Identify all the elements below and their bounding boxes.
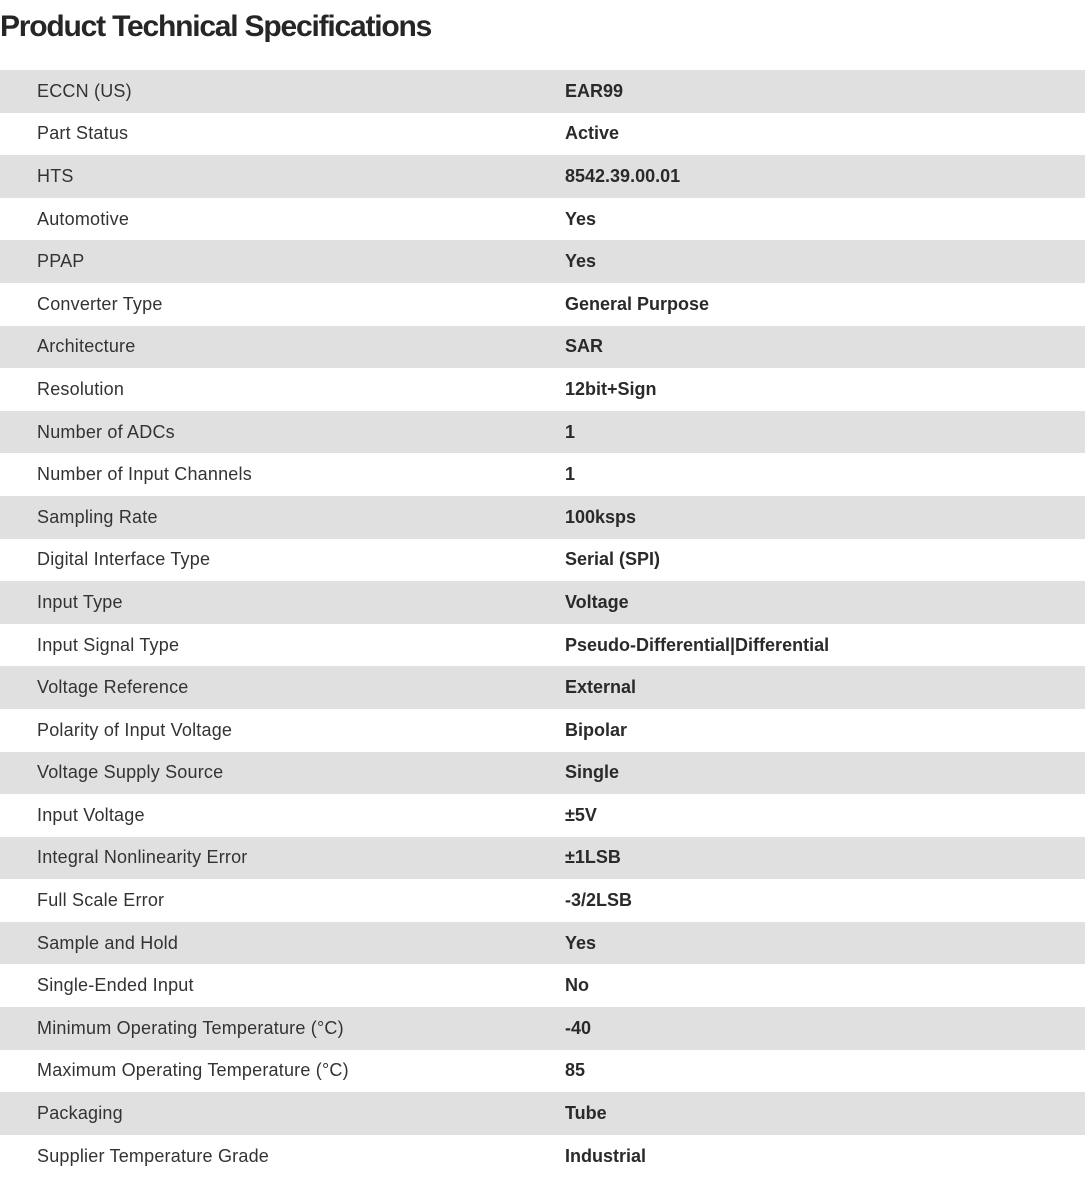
spec-value: 1 (565, 464, 576, 485)
spec-value: EAR99 (565, 80, 624, 101)
spec-value: 85 (565, 1060, 586, 1081)
spec-row (0, 113, 1085, 156)
spec-row (0, 794, 1085, 837)
spec-row (0, 752, 1085, 795)
spec-row (0, 155, 1085, 198)
spec-value: ±1LSB (565, 847, 621, 868)
spec-value: Yes (565, 932, 597, 953)
spec-name: Automotive (37, 208, 130, 229)
spec-value: -3/2LSB (565, 890, 633, 911)
spec-row (0, 496, 1085, 539)
spec-value: Tube (565, 1103, 607, 1124)
spec-row (0, 411, 1085, 454)
spec-name: Converter Type (37, 293, 163, 314)
spec-row (0, 70, 1085, 113)
spec-name: Integral Nonlinearity Error (37, 847, 248, 868)
spec-value: Yes (565, 208, 597, 229)
spec-name: Maximum Operating Temperature (°C) (37, 1060, 349, 1081)
spec-name: Input Voltage (37, 804, 145, 825)
spec-name: Voltage Supply Source (37, 762, 224, 783)
spec-name: Sampling Rate (37, 506, 158, 527)
spec-value: Yes (565, 251, 597, 272)
spec-name: ECCN (US) (37, 80, 132, 101)
spec-row (0, 1007, 1085, 1050)
spec-value: Serial (SPI) (565, 549, 661, 570)
spec-name: Input Type (37, 591, 123, 612)
spec-name: Digital Interface Type (37, 549, 211, 570)
spec-row (0, 624, 1085, 667)
spec-name: Full Scale Error (37, 890, 165, 911)
spec-value: Bipolar (565, 719, 628, 740)
spec-row (0, 1135, 1085, 1177)
spec-value: General Purpose (565, 293, 710, 314)
spec-name: Architecture (37, 336, 136, 357)
spec-row (0, 837, 1085, 880)
spec-value: 12bit+Sign (565, 378, 657, 399)
spec-value: 8542.39.00.01 (565, 165, 681, 186)
spec-row (0, 198, 1085, 241)
spec-value: 100ksps (565, 506, 637, 527)
spec-row (0, 240, 1085, 283)
spec-row (0, 1050, 1085, 1093)
spec-row (0, 453, 1085, 496)
spec-value: Voltage (565, 591, 629, 612)
spec-name: Input Signal Type (37, 634, 180, 655)
spec-name: Supplier Temperature Grade (37, 1145, 269, 1166)
spec-value: Pseudo-Differential|Differential (565, 634, 830, 655)
spec-value: No (565, 975, 589, 996)
spec-row (0, 964, 1085, 1007)
spec-name: Resolution (37, 378, 125, 399)
spec-name: Voltage Reference (37, 677, 189, 698)
spec-value: ±5V (565, 804, 597, 825)
spec-value: Active (565, 123, 620, 144)
spec-name: Packaging (37, 1103, 123, 1124)
spec-name: Part Status (37, 123, 129, 144)
spec-name: HTS (37, 165, 74, 186)
spec-table (0, 70, 1085, 1177)
spec-row (0, 709, 1085, 752)
spec-name: Number of ADCs (37, 421, 175, 442)
spec-name: Polarity of Input Voltage (37, 719, 233, 740)
spec-row (0, 539, 1085, 582)
spec-name: PPAP (37, 251, 85, 272)
spec-value: Industrial (565, 1145, 647, 1166)
spec-row (0, 326, 1085, 369)
spec-row (0, 666, 1085, 709)
spec-table-body (0, 70, 1085, 1177)
spec-name: Sample and Hold (37, 932, 179, 953)
spec-row (0, 368, 1085, 411)
spec-row (0, 283, 1085, 326)
page-title: Product Technical Specifications (0, 10, 432, 43)
spec-row (0, 1092, 1085, 1135)
spec-row (0, 922, 1085, 965)
spec-name: Minimum Operating Temperature (°C) (37, 1017, 344, 1038)
spec-row (0, 581, 1085, 624)
spec-name: Single-Ended Input (37, 975, 194, 996)
spec-value: External (565, 677, 637, 698)
spec-value: SAR (565, 336, 604, 357)
spec-value: -40 (565, 1017, 592, 1038)
spec-row (0, 879, 1085, 922)
spec-value: Single (565, 762, 620, 783)
spec-value: 1 (565, 421, 576, 442)
spec-name: Number of Input Channels (37, 464, 252, 485)
